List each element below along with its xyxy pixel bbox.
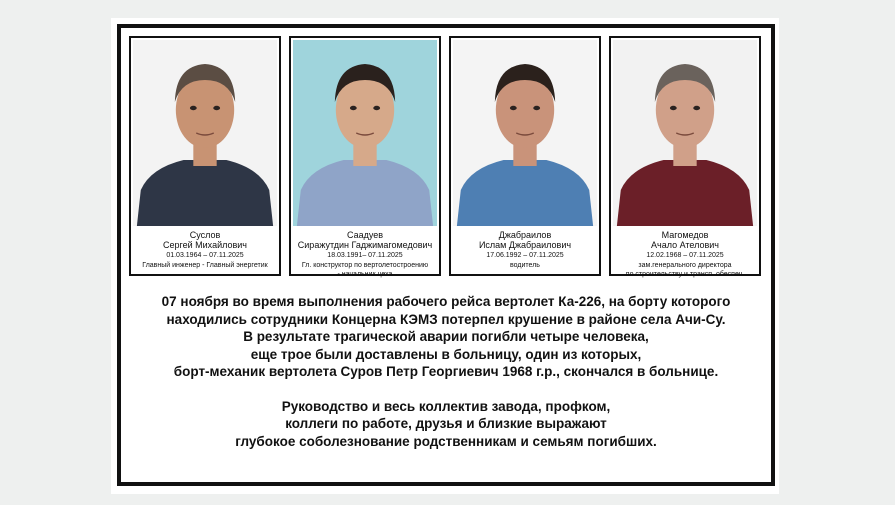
message-line: борт-механик вертолета Суров Петр Георгиевич 1968 г.р., скончался в больнице.: [173, 364, 719, 379]
eye-shape: [373, 106, 380, 110]
portrait-caption: [611, 228, 759, 278]
person-role: по строительству и трансп. обеспеч.: [625, 271, 745, 278]
portrait-photo: [293, 40, 437, 226]
memorial-notice: [117, 24, 775, 486]
person-given-name: Сиражутдин Гаджимагомедович: [297, 240, 433, 250]
person-role: Гл. конструктор по вертолетостроению: [301, 262, 429, 269]
portrait-image: [293, 40, 437, 226]
person-role: Главный инженер - Главный энергетик: [142, 262, 268, 269]
portrait-image: [133, 40, 277, 226]
eye-shape: [533, 106, 540, 110]
person-dates: 18.03.1991– 07.11.2025: [327, 252, 403, 259]
person-surname: Саадуев: [346, 230, 384, 240]
condolence-text: [121, 293, 771, 450]
message-line: еще трое были доставлены в больницу, один из которых,: [250, 346, 642, 362]
portrait-photo: [613, 40, 757, 226]
message-line: В результате трагической аварии погибли четыре человека,: [243, 329, 649, 344]
message-line: 07 ноября во время выполнения рабочего рейса вертолет Ка-226, на борту которого: [161, 294, 731, 309]
eye-shape: [510, 106, 517, 110]
message-line: находились сотрудники Концерна КЭМЗ потерпел крушение в районе села Ачи-Су.: [166, 311, 726, 327]
message-line: коллеги по работе, друзья и близкие выражают: [285, 416, 607, 431]
message-line: Руководство и весь коллектив завода, профком,: [281, 398, 611, 414]
person-given-name: Сергей Михайлович: [163, 240, 247, 250]
person-given-name: Ачало Ателович: [651, 240, 719, 250]
person-dates: 12.02.1968 – 07.11.2025: [646, 252, 724, 259]
eye-shape: [213, 106, 220, 110]
eye-shape: [350, 106, 357, 110]
portrait-photo: [453, 40, 597, 226]
eye-shape: [670, 106, 677, 110]
portrait-card-saaduev: [289, 36, 441, 276]
portrait-card-suslov: [129, 36, 281, 276]
portrait-caption: [291, 228, 439, 278]
person-role: водитель: [510, 262, 540, 269]
person-dates: 17.06.1992 – 07.11.2025: [486, 252, 564, 259]
person-dates: 01.03.1964 – 07.11.2025: [166, 252, 244, 259]
eye-shape: [190, 106, 197, 110]
portrait-photo: [133, 40, 277, 226]
person-surname: Магомедов: [661, 230, 709, 240]
portrait-caption: [451, 228, 599, 272]
message-line: глубокое соболезнование родственникам и семьям погибших.: [235, 433, 657, 449]
portrait-card-magomedov: [609, 36, 761, 276]
eye-shape: [693, 106, 700, 110]
paragraph-gap: [121, 381, 771, 398]
portrait-image: [613, 40, 757, 226]
person-surname: Суслов: [189, 230, 221, 240]
person-given-name: Ислам Джабраилович: [478, 240, 572, 250]
person-surname: Джабраилов: [498, 230, 552, 240]
portrait-card-dzhabrailov: [449, 36, 601, 276]
person-role: - начальник цеха: [337, 271, 393, 278]
person-role: зам.генерального директора: [638, 262, 732, 269]
portrait-image: [453, 40, 597, 226]
portrait-caption: [131, 228, 279, 272]
